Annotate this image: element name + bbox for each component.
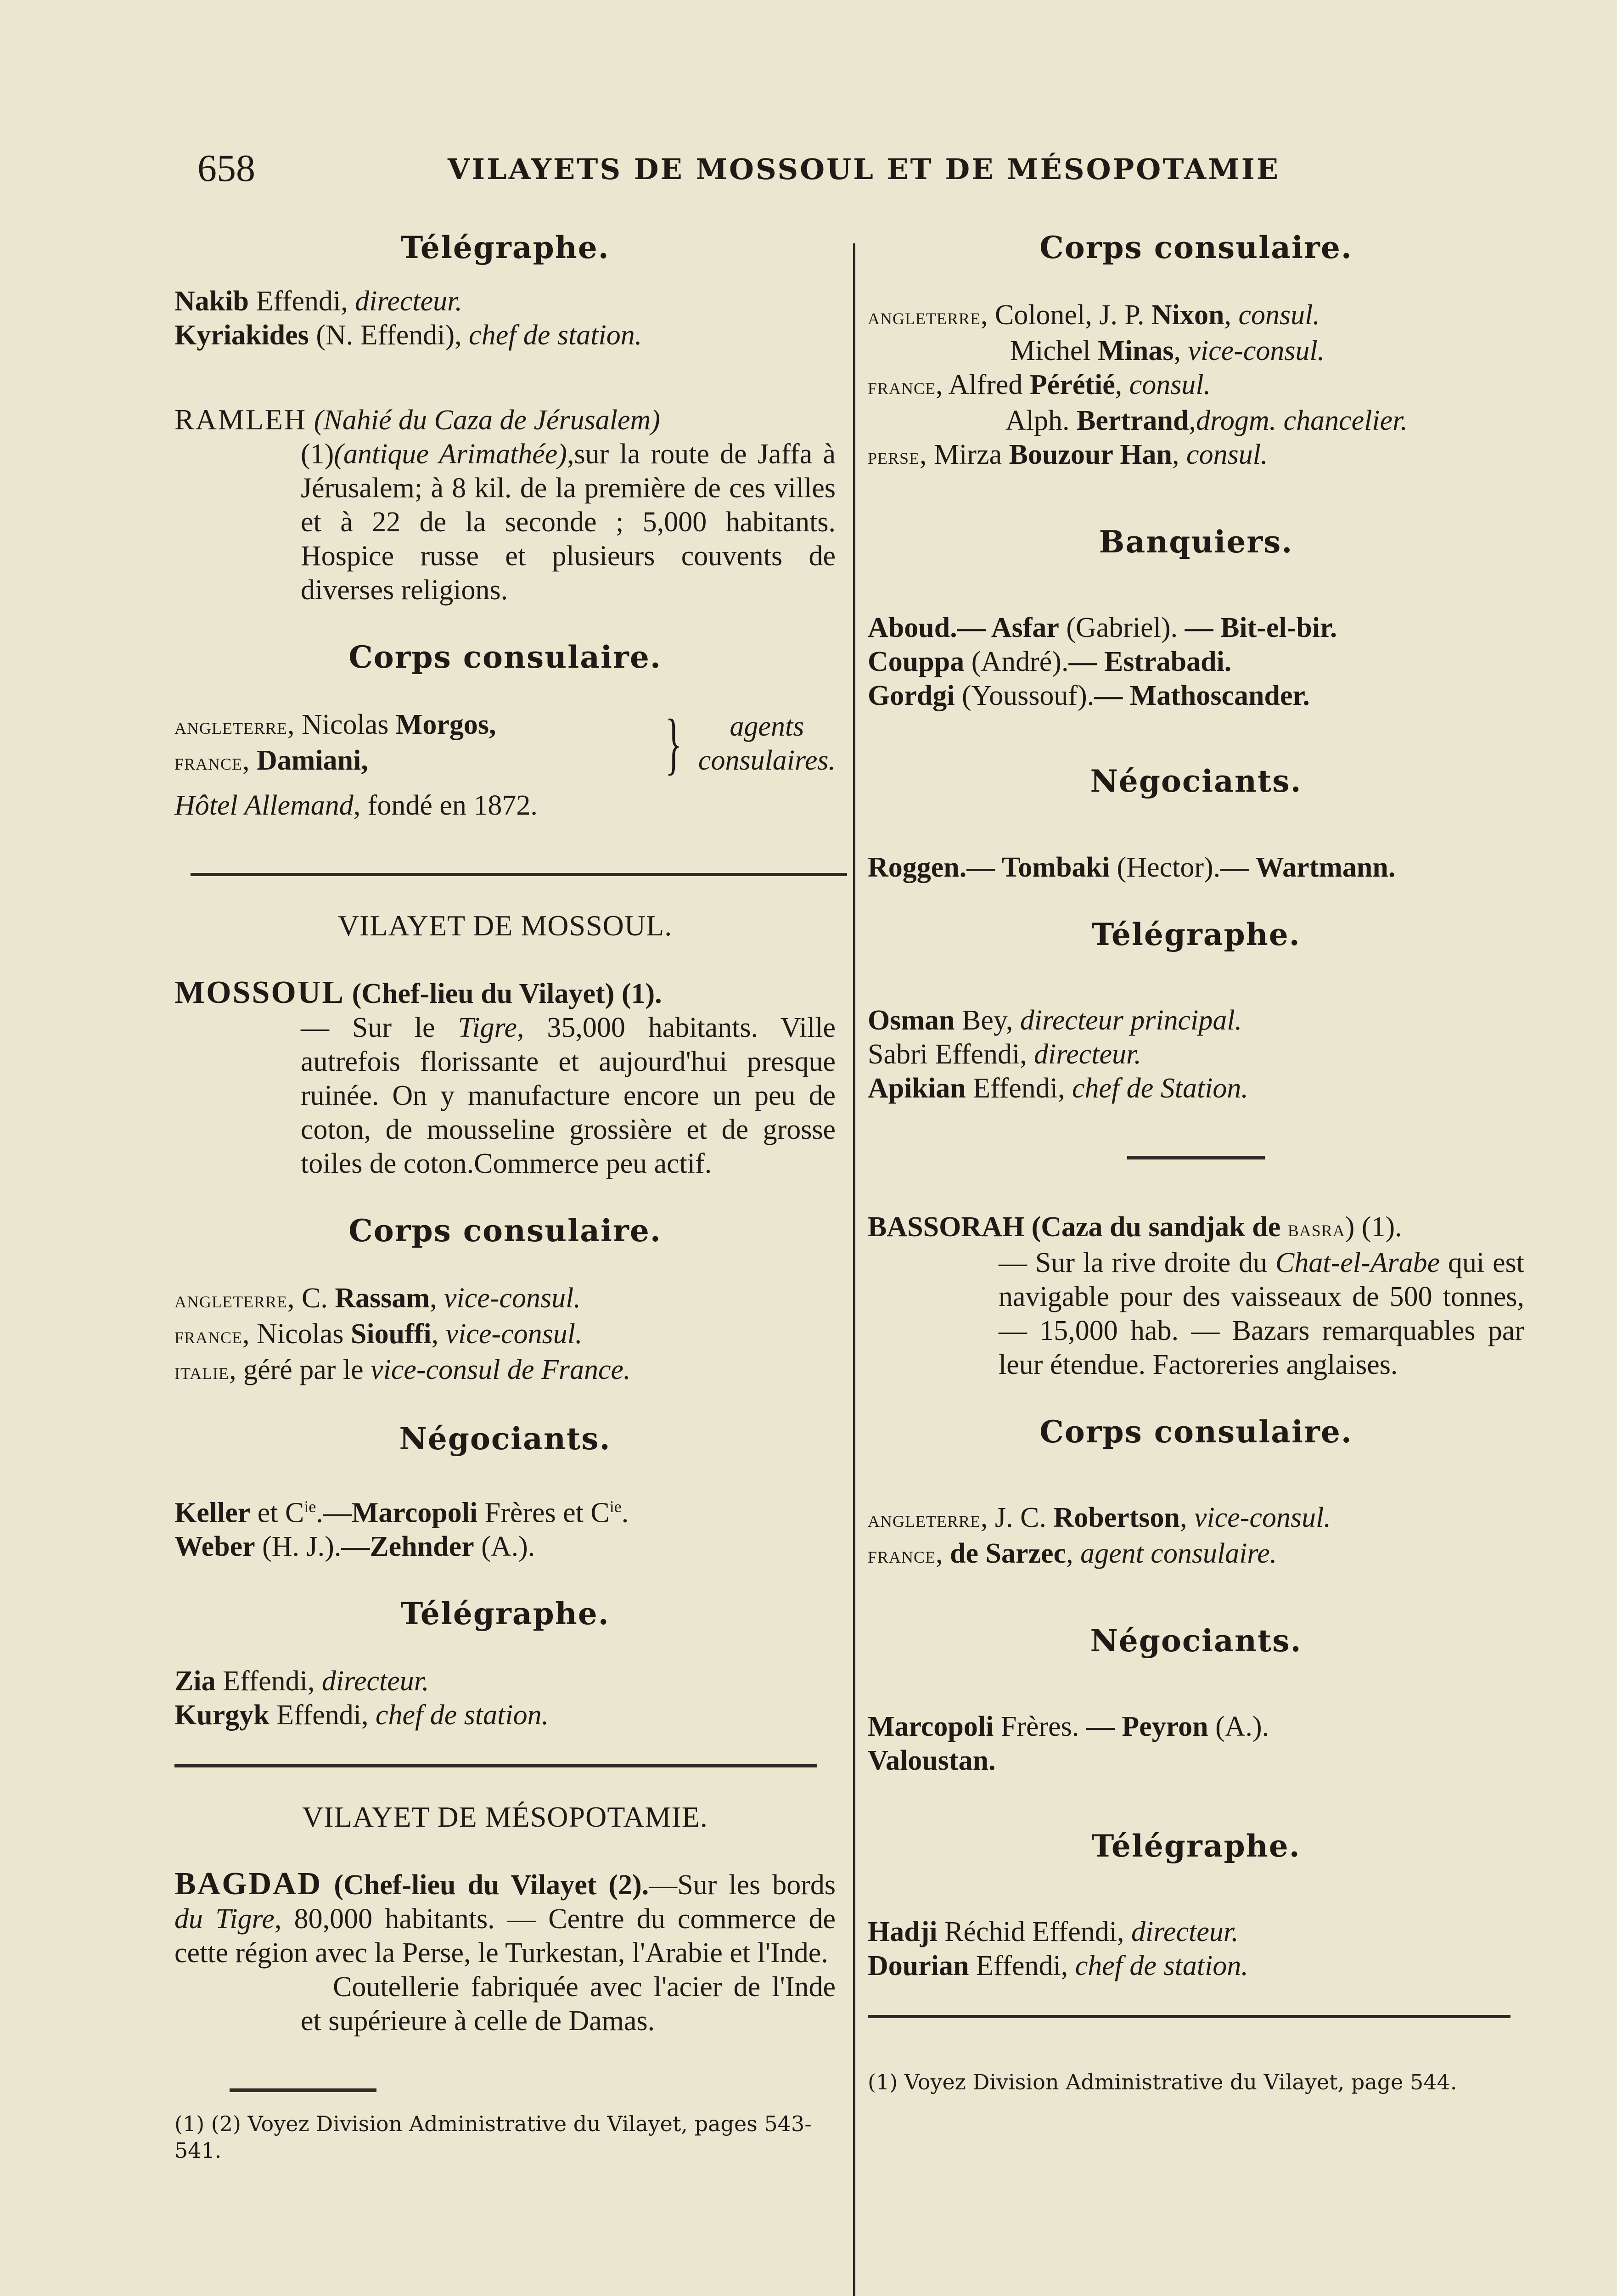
consul-entry: angleterre, Colonel, J. P. Nixon, consul.: [868, 299, 1320, 331]
merchant-line: Keller et $C^{ie}.—Marcopoli$ Frères et $C^{ie}$.: [174, 1497, 629, 1529]
section-rule: [174, 1764, 817, 1767]
section-heading-telegraph: Télégraphe.: [400, 230, 610, 265]
banker-line: Aboud.— Asfar (Gabriel). — Bit-el-bir.: [868, 612, 1337, 644]
merchant-line: Marcopoli Frères. — Peyron (A.).: [868, 1711, 1269, 1743]
vilayet-title: VILAYET DE MÉSOPOTAMIE.: [302, 1801, 708, 1834]
telegraph-entry: Zia Effendi, directeur.: [174, 1666, 429, 1697]
footnote-ref: (1): [301, 439, 334, 470]
entry-bassorah: BASSORAH (Caza du sandjak de basra) (1). — Sur la rive droite du Chat-el-Arabe qui est navigable pour des vaisseaux de 500 tonnes, — 15,000 hab. — Bazars remarquables par leur étendue. Factoreries anglaises.: [868, 1211, 1524, 1380]
section-heading-consular: Corps consulaire.: [348, 1213, 662, 1249]
footnote-rule: [868, 2015, 1510, 2018]
telegraph-entry: Nakib Effendi, directeur.: [174, 286, 462, 317]
hotel-entry: Hôtel Allemand, fondé en 1872.: [174, 790, 538, 822]
entry-mossoul: MOSSOUL (Chef-lieu du Vilayet) (1). — Sur le Tigre, 35,000 habitants. Ville autrefois florissante et aujourd'hui presque ruinée. On y manufacture encore un peu de coton, de mousseline grossière et de grosse toiles de coton.Commerce peu actif.: [174, 975, 836, 1180]
entry-bagdad: BAGDAD (Chef-lieu du Vilayet (2).—Sur les bords du Tigre, 80,000 habitants. — Centre du commerce de cette région avec la Perse, le Turkestan, l'Arabie et l'Inde. Coutellerie fabriquée avec l'acier de l'Inde et supérieure à celle de Damas.: [174, 1866, 836, 2037]
consul-entry: Alph. Bertrand,drogm. chancelier.: [1005, 405, 1408, 437]
consul-entry: angleterre, Nicolas Morgos,: [174, 709, 496, 741]
consul-entry: angleterre, J. C. Robertson, vice-consul.: [868, 1502, 1331, 1533]
consul-entry: Michel Minas, vice-consul.: [1010, 335, 1325, 367]
section-heading-consular: Corps consulaire.: [1039, 1413, 1353, 1450]
footnote: (1) Voyez Division Administrative du Vilayet, page 544.: [868, 2070, 1457, 2095]
consul-entry: angleterre, C. Rassam, vice-consul.: [174, 1283, 581, 1314]
section-heading-telegraph: Télégraphe.: [1091, 916, 1301, 952]
running-head: VILAYETS DE MOSSOUL ET DE MÉSOPOTAMIE: [448, 152, 1280, 186]
section-heading-consular: Corps consulaire.: [1039, 230, 1353, 265]
brace-icon: }: [665, 705, 682, 782]
footnote-rule: [230, 2088, 376, 2092]
section-heading-consular: Corps consulaire.: [348, 639, 662, 675]
telegraph-entry: Hadji Réchid Effendi, directeur.: [868, 1916, 1239, 1948]
place-name: RAMLEH: [174, 403, 307, 436]
telegraph-entry: Apikian Effendi, chef de Station.: [868, 1072, 1248, 1104]
consuls-braced: angleterre, Nicolas Morgos, france, Damiani, } agents consulaires.: [174, 705, 836, 782]
merchant-line: Valoustan.: [868, 1745, 996, 1777]
section-rule: [191, 873, 847, 876]
telegraph-entry: Kyriakides (N. Effendi), chef de station.: [174, 320, 642, 351]
section-heading-merchants: Négociants.: [399, 1421, 611, 1457]
telegraph-entry: Osman Bey, directeur principal.: [868, 1004, 1242, 1036]
section-heading-telegraph: Télégraphe.: [400, 1596, 610, 1632]
left-column: [174, 230, 836, 2164]
right-column: [868, 230, 1524, 2095]
telegraph-entry: Kurgyk Effendi, chef de station.: [174, 1699, 549, 1731]
vilayet-title: VILAYET DE MOSSOUL.: [337, 909, 673, 942]
place-name: BAGDAD: [174, 1866, 322, 1902]
section-heading-bankers: Banquiers.: [1099, 524, 1293, 560]
column-divider: [853, 243, 855, 2296]
section-rule: [1127, 1156, 1265, 1159]
consul-entry: france, de Sarzec, agent consulaire.: [868, 1537, 1277, 1569]
banker-line: Gordgi (Youssouf).— Mathoscander.: [868, 680, 1310, 712]
merchant-line: Weber (H. J.).—Zehnder (A.).: [174, 1531, 535, 1563]
banker-line: Couppa (André).— Estrabadi.: [868, 646, 1232, 678]
section-heading-merchants: Négociants.: [1090, 763, 1302, 799]
consul-entry: france, Damiani,: [174, 745, 368, 777]
telegraph-entry: Sabri Effendi, directeur.: [868, 1038, 1141, 1070]
place-name: MOSSOUL: [174, 975, 345, 1011]
telegraph-entry: Dourian Effendi, chef de station.: [868, 1950, 1248, 1982]
section-heading-merchants: Négociants.: [1090, 1622, 1302, 1659]
footnote: (1) (2) Voyez Division Administrative du Vilayet, pages 543-541.: [174, 2111, 812, 2163]
consul-entry: italie, géré par le vice-consul de France.: [174, 1354, 631, 1386]
place-name: BASSORAH: [868, 1211, 1025, 1243]
consul-entry: perse, Mirza Bouzour Han, consul.: [868, 439, 1268, 471]
merchant-line: Roggen.— Tombaki (Hector).— Wartmann.: [868, 851, 1396, 883]
page-number: 658: [197, 147, 255, 190]
entry-ramleh: RAMLEH (Nahié du Caza de Jérusalem) (1)(antique Arimathée),sur la route de Jaffa à Jérusalem; à 8 kil. de la première de ces villes et à 22 de la seconde ; 5,000 habitants. Hospice russe et plusieurs couvents de diverses religions.: [174, 403, 836, 606]
section-heading-telegraph: Télégraphe.: [1091, 1828, 1301, 1864]
consul-entry: france, Nicolas Siouffi, vice-consul.: [174, 1318, 583, 1350]
consul-entry: france, Alfred Pérétié, consul.: [868, 369, 1211, 401]
page-header: [197, 146, 1354, 190]
